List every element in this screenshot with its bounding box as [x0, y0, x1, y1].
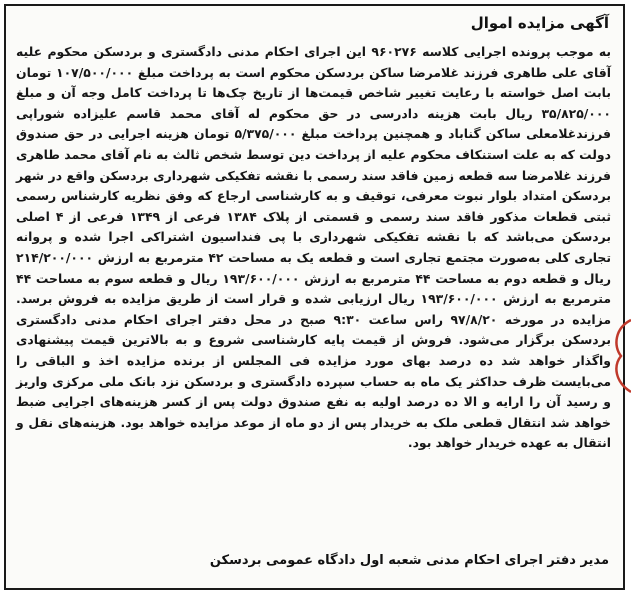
notice-body: به موجب پرونده اجرایی کلاسه ۹۶۰۲۷۶ این اجرای احکام مدنی دادگستری و بردسکن محکوم علیه آقای علی طاهری فرزند غلامرضا ساکن بردسکن محکوم است به پرداخت مبلغ ۱۰۷/۵۰۰/۰۰۰ تومان بابت اصل خواسته با رعایت تغییر شاخص قیمت‌ها از تاریخ چک‌ها تا پرداخت کامل وجه آن و مبلغ ۳۵/۸۲۵/۰۰۰ ریال بابت هزینه دادرسی در حق محکوم له آقای محمد قاسم علیزاده شوراپی فرزندغلامعلی ساکن گناباد و همچنین پرداخت مبلغ ۵/۳۷۵/۰۰۰ تومان هزینه اجرایی در حق صندوق دولت که به علت استنکاف محکوم علیه از پرداخت دین توسط شخص ثالث به نام آقای محمد طاهری فرزند غلامرضا سه قطعه زمین فاقد سند رسمی با نقشه تفکیکی شهرداری بردسکن واقع در شهر بردسکن امتداد بلوار نبوت معرفی، توقیف و به کارشناسی ارجاع که وفق نظریه کارشناس رسمی ثبتی قطعات مذکور فاقد سند رسمی و قسمتی از پلاک ۱۳۸۴ فرعی از ۱۳۴۹ فرعی از ۴ اصلی بردسکن می‌باشد که با نقشه تفکیکی شهرداری با پی فنداسیون اشتراکی اجرا شده و پروانه تجاری کلی به‌صورت مجتمع تجاری است و قطعه یک به مساحت ۴۲ مترمربع به ارزش ۲۱۴/۲۰۰/۰۰۰ ریال و قطعه دوم به مساحت ۴۴ مترمربع به ارزش ۱۹۳/۶۰۰/۰۰۰ ریال و قطعه سوم به مساحت ۴۴ مترمربع به ارزش ۱۹۳/۶۰۰/۰۰۰ ریال ارزیابی شده و قرار است از طریق مزایده به فروش برسد. مزایده در مورخه ۹۷/۸/۲۰ راس ساعت ۹:۳۰ صبح در محل دفتر اجرای احکام مدنی دادگستری بردسکن برگزار می‌شود. فروش از قیمت پایه کارشناسی شروع و به بالاترین قیمت پیشنهادی واگذار خواهد شد ده درصد بهای مورد مزایده فی المجلس از برنده مزایده اخذ و الباقی را می‌بایست ظرف حداکثر یک ماه به حساب سپرده دادگستری و بردسکن نزد بانک ملی مرکزی واریز و رسید آن را ارایه و الا ده درصد اولیه به نفع صندوق دولت پس از کسر هزینه‌های اجرایی ضبط خواهد شد انتقال قطعی ملک به خریدار پس از دو ماه از موعد مزایده خواهد بود. هزینه‌های نقل و انتقال به عهده خریدار خواهد بود.	[16, 44, 612, 451]
red-stamp-mark-icon	[607, 316, 631, 396]
legal-notice	[4, 4, 625, 590]
notice-title: آگهی مزایده اموال	[470, 14, 609, 32]
notice-signature: مدیر دفتر اجرای احکام مدنی شعبه اول دادگاه عمومی بردسکن	[209, 553, 609, 568]
